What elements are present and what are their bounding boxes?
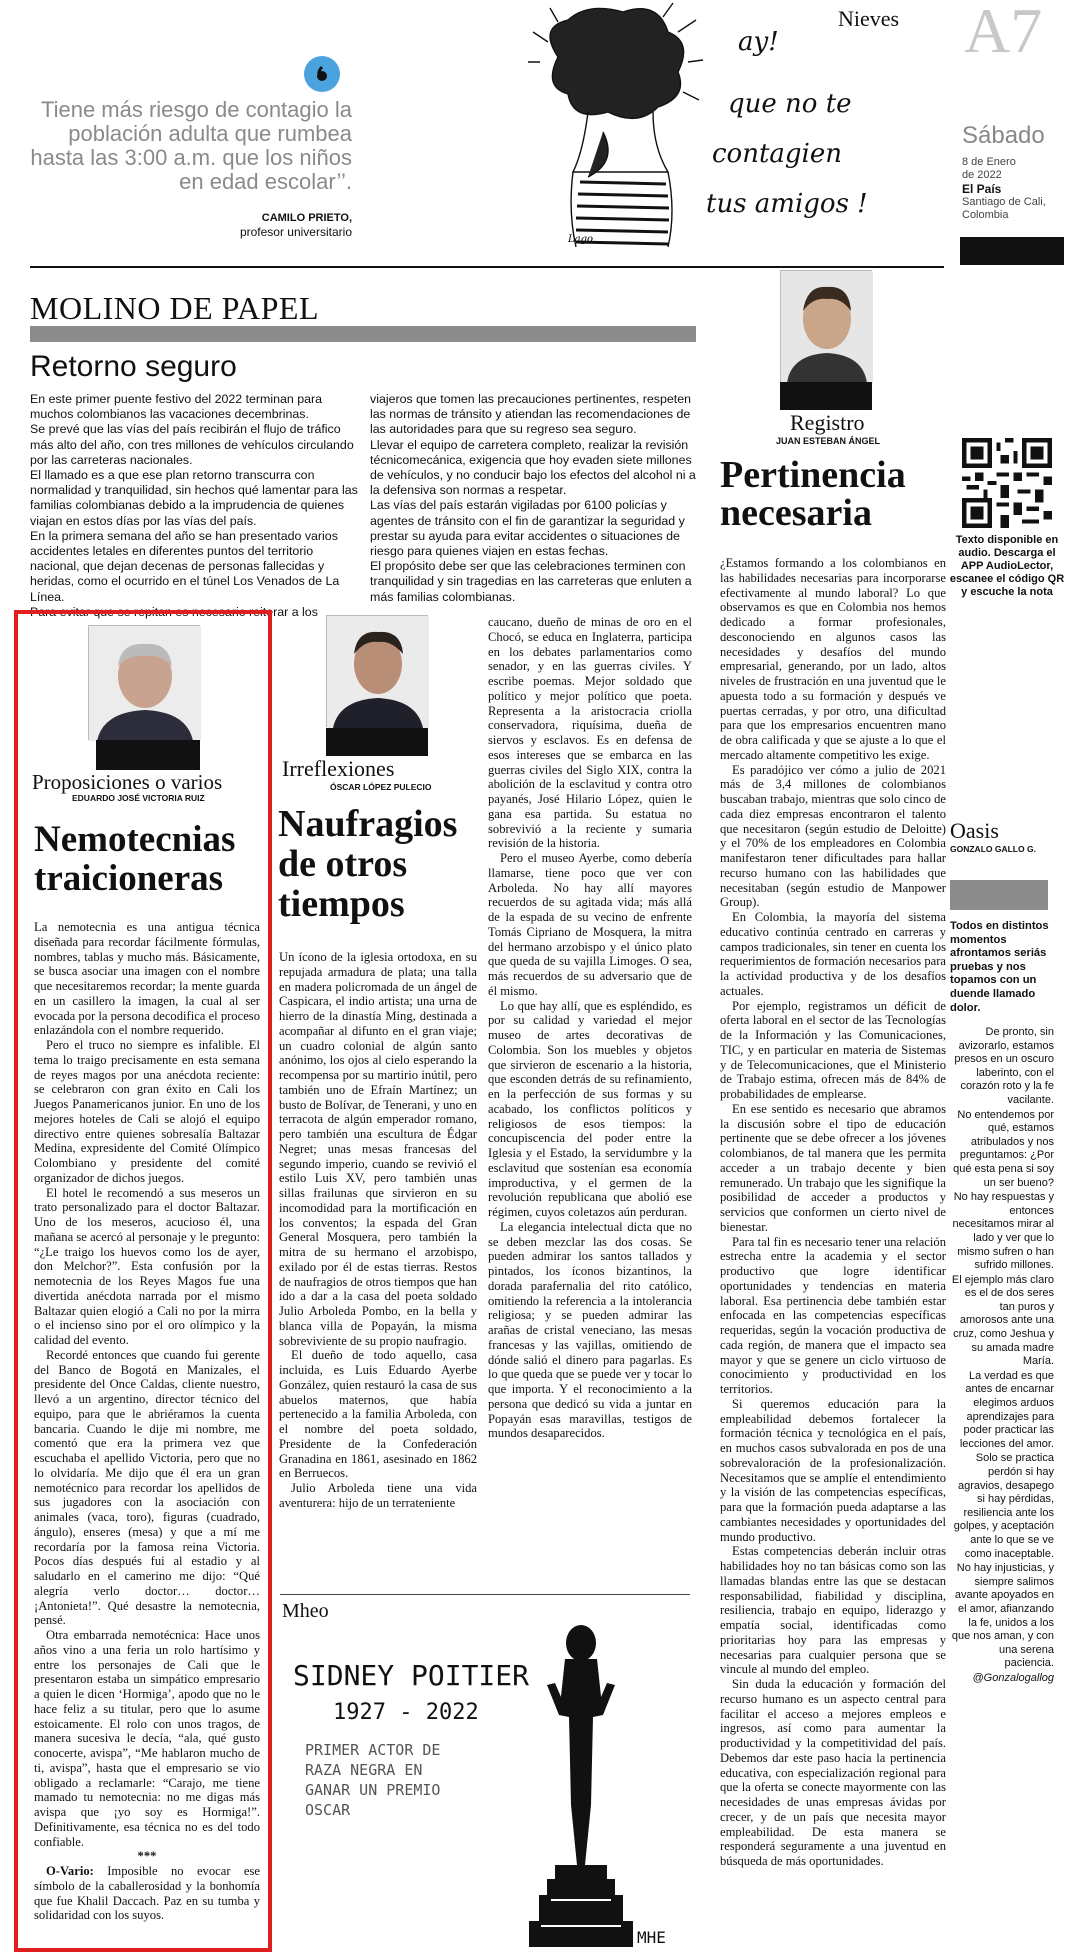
editorial-paragraph: Para evitar que se repitan es necesario reiterar a los	[30, 604, 318, 619]
article-paragraph: El dueño de todo aquello, casa incluida, es Luis Eduardo Ayerbe González, quien restauró la casa de sus abuelos maternos, que había pertenecido a la familia Arboleda, con el nombre del poeta soldado, Presidente de la Confederación Granadina en 1861, asesinado en 1862 en Berruecos.	[279, 1348, 477, 1481]
editorial-paragraph: Se prevé que las vías del país recibirán el flujo de tráfico más alto del año, con tres millones de vehículos circulando por las carreteras nacionales.	[30, 422, 354, 467]
column-name-irreflexiones: Irreflexiones	[282, 756, 395, 781]
column-name-proposiciones: Proposiciones o varios	[32, 770, 223, 794]
page-number: A7	[964, 0, 1043, 66]
author-photo-eduardo	[88, 625, 200, 740]
cartoon-caption-2: RAZA NEGRA EN	[305, 1761, 423, 1779]
article-registro-body	[720, 556, 946, 1869]
article-paragraph: Por ejemplo, registramos un déficit de oferta laboral en el sector de las Tecnologías de la Información y las Comunicaciones, TIC, y en particular en materia de Sistemas y de Telecomunicaciones, que el Ministerio de Trabajo estima, ofrecen más de 84% de probabilidades de emplearse.	[720, 998, 946, 1101]
cartoon-text-4: tus amigos !	[706, 189, 868, 219]
article-paragraph: La nemotecnia es una antigua técnica diseñada para recordar fácilmente fórmulas, nombres, tablas y mucho más. Básicamente, se busca asociar una imagen con el nombre que necesitaremos recordar; la mente guarda en un casillero la imagen, la cual al ser evocada por la persona decodifica el proceso enlazándola con el nombre requerido.	[34, 920, 260, 1038]
oasis-handle: @Gonzalogallog	[972, 1671, 1054, 1684]
mheo-rule	[280, 1594, 690, 1595]
day-label: Sábado	[962, 122, 1045, 149]
article-paragraph: ¿Estamos formando a los colombianos en las habilidades necesarias para incorporarse efectivamente al mundo laboral? Lo que observamos es que en Colombia nos hemos dedicado a formar profesionales, desconociendo en algunos casos las necesidades y desafíos del mundo empresarial, generando, por un lado, altos niveles de frustración en una juventud que le apuesta todo a su formación y después ve puertas cerradas, y por otro, una dificultad para que los empresarios encuentren mano de obra calificada y que se ajuste a lo que el mercado altamente competitivo les exige.	[720, 556, 946, 762]
article-proposiciones-body	[34, 920, 260, 1923]
headline-irreflexiones: Naufragios de otros tiempos	[278, 803, 458, 925]
oasis-paragraph: No hay injusticias, y siempre salimos avante apoyados en el amor, afianzando la fe, unidos a los que nos aman, y con una serena paciencia.	[951, 1562, 1054, 1670]
quote-author-role: profesor universitario	[239, 225, 352, 239]
cartoon-signature: MHE	[637, 1928, 666, 1947]
mheo-label: Mheo	[282, 1600, 329, 1622]
editorial-paragraph: Las vías del país estarán vigiladas por 6100 policías y agentes de tránsito con el fin de garantizar la seguridad y prestar su ayuda para evitar accidentes o situaciones de riesgo para quienes viajen en estas fechas.	[370, 498, 685, 559]
article-paragraph: Si queremos educación para la empleabilidad debemos fortalecer la formación técnica y tecnológica en el país, en muchos casos subvalorada en pos de una sobrevaloración de la profesionalización. Necesitamos que se amplíe el entendimiento y la visión de las competencias específicas, para que la formación pueda adaptarse a las cambiantes necesidades y oportunidades del mundo productivo.	[720, 1396, 946, 1544]
article-paragraph: Pero el museo Ayerbe, como debería llamarse, tiene poco que ver con Arboleda. No hay allí mayores recuerdos de su agitada vida; más allá de la espada de su vecino de enfrente Tomás Cipriano de Mosquera, la mitra del hermano arzobispo y el único plato que queda de su vajilla Limoges. O sea, más recuerdos de su adversario que de él mismo.	[488, 851, 692, 998]
editorial-headline: Retorno seguro	[30, 350, 237, 383]
article-paragraph: En Colombia, la mayoría del sistema educativo continúa centrado en carreras y campos tradicionales, sin tener en cuenta los requerimientos de formación necesarios para la actividad productiva y de los desafíos actuales.	[720, 910, 946, 998]
cartoon-title: SIDNEY POITIER	[293, 1659, 530, 1692]
editorial-paragraph: viajeros que tomen las precauciones pertinentes, respeten las normas de tránsito y atiendan las recomendaciones de las autoridades para que su regreso sea seguro.	[370, 392, 691, 437]
header-rule	[30, 266, 944, 268]
editorial-paragraph: Llevar el equipo de carretera completo, realizar la revisión técnicomecánica, exigencia que hoy evaden siete millones de vehículos, y no conducir bajo los efectos del alcohol ni a la defensiva son normas a respetar.	[370, 437, 696, 498]
article-irreflexiones-col-2	[488, 615, 692, 1441]
redaction-bar	[960, 237, 1064, 265]
column-name-oasis: Oasis	[950, 818, 999, 843]
quote-author: CAMILO PRIETO,	[261, 212, 352, 224]
oasis-paragraph: El ejemplo más claro es el de dos seres tan puros y amorosos ante una cruz, como Jeshua y su amada madre María.	[951, 1273, 1054, 1368]
oasis-body	[950, 1026, 1054, 1686]
cartoon-text-1: ay!	[738, 27, 779, 57]
oasis-paragraph: Solo se practica perdón si hay agravios, desapego si hay pérdidas, resiliencia ante los golpes, y aceptación ante lo que se ve como inaceptable.	[953, 1452, 1054, 1560]
oasis-paragraph: De pronto, sin avizorarlo, estamos presos en un oscuro laberinto, con el corazón roto y la fe vacilante.	[954, 1026, 1054, 1106]
cartoon-caption-4: OSCAR	[305, 1801, 351, 1819]
article-paragraph: Julio Arboleda tiene una vida aventurera: hijo de un terrateniente	[279, 1481, 477, 1510]
oasis-paragraph: La verdad es que antes de encarnar elegimos arduos aprendizajes para poder practicar las lecciones del amor.	[959, 1369, 1054, 1450]
article-paragraph: Otra embarrada nemotécnica: Hace unos años vino a una feria un rolo hartísimo y entre los personajes de Cali que le presentaron estaba un simpático empresario a quien le dicen ‘Hormiga’, apodo que no le hace feliz a su titular, pero que lo asume estoicamente. El rolo con unos tragos, de manera sucesiva le decía, “ala, qué gusto conocerte, avispa”, “Me hablaron mucho de ti, avispa”, hasta que el empresario se vio obligado a reclamarle: “Carajo, me tiene mamado tu nemotecnia: no me digas más avispa que ¡yo soy es Hormiga!”. Definitivamente, esa técnica no es del todo confiable.	[34, 1628, 260, 1849]
section-title: MOLINO DE PAPEL	[30, 290, 319, 326]
cartoon-text-3: contagien	[712, 139, 842, 169]
redaction-bar	[96, 740, 200, 770]
oasis-paragraph: No entendemos por qué, estamos atribulados y nos preguntamos: ¿Por qué esta pena si soy un ser bueno?	[953, 1108, 1054, 1189]
cartoon-signature: Lago	[568, 234, 594, 245]
oasis-paragraph: No hay respuestas y entonces necesitamos mirar al lado y ver que lo mismo sufren o han sufrido millones.	[952, 1191, 1054, 1272]
author-photo-oscar	[326, 615, 428, 727]
article-paragraph: Recordé entonces que cuando fui gerente del Banco de Bogotá en Manizales, el presidente del Once Caldas, cliente nuestro, llevó a un argentino, director técnico del equipo, para que le abriéramos la cuenta bancaria. Cuando le dije mi nombre, me comentó que era la primera vez que escuchaba el apellido Victoria, pero que no lo olvidaría. Me dijo que él era un gran nemotécnico para recordar los apellidos de sus jugadores con la asociación con animales (vaca, toro), figuras (cuadrado, ángulo), enseres (mesa) y que a mí me recordaría por la famosa reina Victoria. Pocos días después fui al estadio y al saludarlo en el camerino me dijo: “Qué alegría verlo doctor… doctor… ¡Antonieta!”. Qué desastre la nemotecnia, pensé.	[34, 1347, 260, 1628]
article-irreflexiones-col-1	[279, 950, 477, 1511]
section-gray-bar	[30, 326, 696, 342]
article-paragraph: Es paradójico ver cómo a julio de 2021 más de 3,4 millones de colombianos buscaban trabajo, mientras que solo cinco de cada diez empresas encontraron el talento que necesitaron (según estudio de Deloitte) y el 70% de los empleadores en Colombia manifestaron tener dificultades para hallar recurso humano con las habilidades que necesitaban (según estudio de Manpower Group).	[720, 762, 946, 910]
oasis-gray-bar	[950, 880, 1048, 910]
article-paragraph: Un ícono de la iglesia ortodoxa, en su repujada armadura de plata; una talla en madera policromada de un ángel de Caspicara, el indio artista; una urna de hierro de la dinastía Ming, destinada a acompañar al difunto en el gran viaje; un cuadro colonial de algún santo anónimo, los ojos al cielo esperando la recompensa por su martirio inútil, pero también uno de Efraín Martínez; un busto de Bolívar, de Tenerani, y uno en terracota de algún emperador romano, pero también una escultura de Édgar Negret; unas mesas francesas del segundo imperio, cuando se revivió el estilo Luis XV, pero también unas sillas frailunas que sirvieron en su incomodidad para la mortificación en los conventos; la espada del Gran General Mosquera, pero también la mitra de su hermano el arzobispo, exilado por él de estas tierras. Restos de naufragios de otros tiempos que han ido a dar a la casa del poeta soldado Julio Arboleda Pombo, en la bella y blanca villa de Popayán, la misma sobreviviente de su propio naufragio.	[279, 950, 477, 1348]
cartoon-years: 1927 - 2022	[333, 1700, 479, 1725]
cartoon-caption-3: GANAR UN PREMIO	[305, 1781, 441, 1799]
paper-name: El País	[962, 182, 1002, 196]
mheo-cartoon	[285, 1625, 695, 1950]
date-label: 8 de Enero de 2022	[962, 156, 1016, 181]
article-paragraph: En ese sentido es necesario que abramos la discusión sobre el tipo de educación pertinente que se debe ofrecer a los jóvenes colombianos, de tal manera que les permita acceder a un trabajo decente y bien remunerado. Un trabajo que les signifique la posibilidad de acceder a productos y servicios que conformen un cierto nivel de bienestar.	[720, 1101, 946, 1234]
editorial-cartoon	[528, 2, 868, 252]
headline-proposiciones: Nemotecnias traicioneras	[34, 819, 236, 899]
redaction-bar	[780, 382, 872, 410]
oasis-lead: Todos en distintos momentos afrontamos seriás pruebas y nos topamos con un duende llamado dolor.	[950, 920, 1049, 1014]
article-paragraph: Sin duda la educación y formación del recurso humano es un aspecto central para facilitar el acceso a mejores empleos e ingresos, así como para aumentar la productividad y la competitividad del país. Debemos dar este paso hacia la pertinencia educativa, con especialización regional para que la oferta se conecte mayormente con las necesidades de unas empresas ávidas por crecer, y de un país que necesita mayor empleabilidad. De esta manera se responderá seguramente a una juventud en búsqueda de más oportunidades.	[720, 1677, 946, 1868]
author-name-irreflexiones: ÓSCAR LÓPEZ PULECIO	[330, 782, 432, 792]
author-name-oasis: GONZALO GALLO G.	[950, 844, 1036, 854]
author-photo-juan-esteban	[780, 270, 872, 382]
author-name-registro: JUAN ESTEBAN ÁNGEL	[776, 436, 881, 446]
column-name-registro: Registro	[790, 410, 865, 435]
city-label: Santiago de Cali, Colombia	[962, 196, 1046, 221]
editorial-paragraph: El llamado es a que ese plan retorno transcurra con normalidad y tranquilidad, sin hechos qué lamentar para las familias colombianas debido a la imprudencia de quienes viajan en estos días por las vías del país.	[30, 468, 358, 528]
editorial-col-1	[30, 392, 360, 620]
article-paragraph: El hotel le recomendó a sus meseros un trato personalizado para el doctor Baltazar. Uno de los meseros, acucioso él, una mañana se acercó al personaje y le pregunto: “¿Le traigo los huevos como los de ayer, don Melchor?”. Esta confusión por la nemotecnia de los Reyes Magos fue una divertida anécdota narrada por el mismo Baltazar quien elogió a Cali no por la mirra o el incienso sino por el oro olímpico y la calidad del evento.	[34, 1185, 260, 1347]
pull-quote: Tiene más riesgo de contagio la población adulta que rumbea hasta las 3:00 a.m. que los niños en edad escolar’’.	[30, 97, 352, 194]
headline-registro: Pertinencia necesaria	[720, 454, 906, 534]
oscar-statuette-icon	[529, 1625, 633, 1947]
article-paragraph: Pero el truco no siempre es infalible. El tema lo traigo precisamente en esta semana de reyes magos por una anécdota reciente: se celebraron con gran éxito en Cali los Juegos Panamericanos junior. En uno de los mejores hoteles de Cali se alojó el equipo directivo entre quienes sobresalía Baltazar Medina, expresidente del Comité Olímpico Colombiano y presidente del comité organizador de dichos juegos.	[34, 1038, 260, 1185]
redaction-bar	[326, 728, 428, 756]
editorial-col-2	[370, 392, 698, 605]
article-paragraph: Para tal fin es necesario tener una relación estrecha entre la academia y el sector productivo que logre identificar oportunidades y tendencias en materia laboral. Esa pertinencia debe también estar enfocada en las competencias específicas requeridas, según la vocación productiva de cada región, de manera que el impacto sea mayor y que se genere un ciclo virtuoso de conocimiento y productividad en los territorios.	[720, 1234, 946, 1396]
article-paragraph: La elegancia intelectual dicta que no se deben mezclar las dos cosas. Se pueden admirar los santos tallados y pintados, los íconos bizantinos, la dorada parafernalia del rito católico, omitiendo la referencia a la intolerancia religiosa; y se pueden admirar las arañas de cristal veneciano, las mesas francesas y las vajillas, omitiendo de dónde salió el dinero para pagarlas. Es lo que queda que se puede ver y tocar lo que importa. Y el reconocimiento a la persona que dedicó su vida a juntar en Popayán esas maravillas, testigos de mundos desaparecidos.	[488, 1219, 692, 1441]
nieves-label: Nieves	[838, 6, 900, 31]
article-paragraph: Estas competencias deberán incluir otras habilidades hoy no tan básicas como son las llamadas blandas entre las que se destacan responsabilidad, fiabilidad y disciplina, resiliencia, trabajo en equipo, liderazgo y empatía social, identificadas como prioritarias hoy para las empresas y necesarias para cualquier persona que se vincule al mundo del empleo.	[720, 1544, 946, 1677]
author-name-proposiciones: EDUARDO JOSÉ VICTORIA RUIZ	[72, 793, 205, 803]
qr-caption: Texto disponible en audio. Descarga el APP AudioLector, escanee el código QR y escuche la nota	[949, 534, 1065, 598]
editorial-paragraph: En la primera semana del año se han presentado varios accidentes letales en diferentes puntos del territorio nacional, que dejan decenas de personas fallecidas y heridas, como el ocurrido en el túnel Los Venados de La Línea.	[30, 528, 340, 604]
editorial-paragraph: El propósito debe ser que las celebraciones terminen con tranquilidad y sin tragedias en las carreteras que enluten a más familias colombianas.	[370, 559, 692, 604]
article-stars: ***	[137, 1849, 157, 1864]
cartoon-caption-1: PRIMER ACTOR DE	[305, 1741, 441, 1759]
cartoon-text-2: que no te	[728, 89, 852, 119]
article-paragraph: caucano, dueño de minas de oro en el Chocó, se educa en Inglaterra, participa en los debates parlamentarios como senador, y en las guerras civiles. Y escribe poemas. Mejor soldado que político y mejor político que poeta. Representa a la aristocracia criolla conservadora, riquísima, dueña de siervos y esclavos. Es en defensa de esos intereses que se embarca en las guerras civiles del Siglo XIX, contra la abolición de la esclavitud y contra otro payanés, José Hilario López, quien le gana esa partida. Su estatua no sobrevivió a la reciente y sumaria revisión de la historia.	[488, 615, 692, 851]
qr-code-icon[interactable]	[962, 438, 1052, 528]
quote-mark-icon	[304, 56, 340, 92]
editorial-paragraph: En este primer puente festivo del 2022 terminan para muchos colombianos las vacaciones decembrinas.	[30, 392, 323, 422]
article-paragraph: Lo que hay allí, que es espléndido, es por su calidad y variedad el mejor museo de artes decorativas de Colombia. Son los muebles y objetos que sirvieron de escenario a la historia, que esconden detrás de su refinamiento, en la perfección de sus formas y su acabado, los conflictos políticos y religiosos de esos tiempos: la concupiscencia del poder entre la Iglesia y el Estado, la servidumbre y la esclavitud que sostenían esa economía improductiva, y el germen de la revolución republicana que abolió ese régimen, cuyos coletazos aún perduran.	[488, 998, 692, 1219]
article-final-paragraph: O-Vario: Imposible no evocar ese símbolo de la caballerosidad y la bonhomía que fue Khalil Daccach. Paz en su tumba y solidaridad con los suyos.	[34, 1864, 260, 1923]
